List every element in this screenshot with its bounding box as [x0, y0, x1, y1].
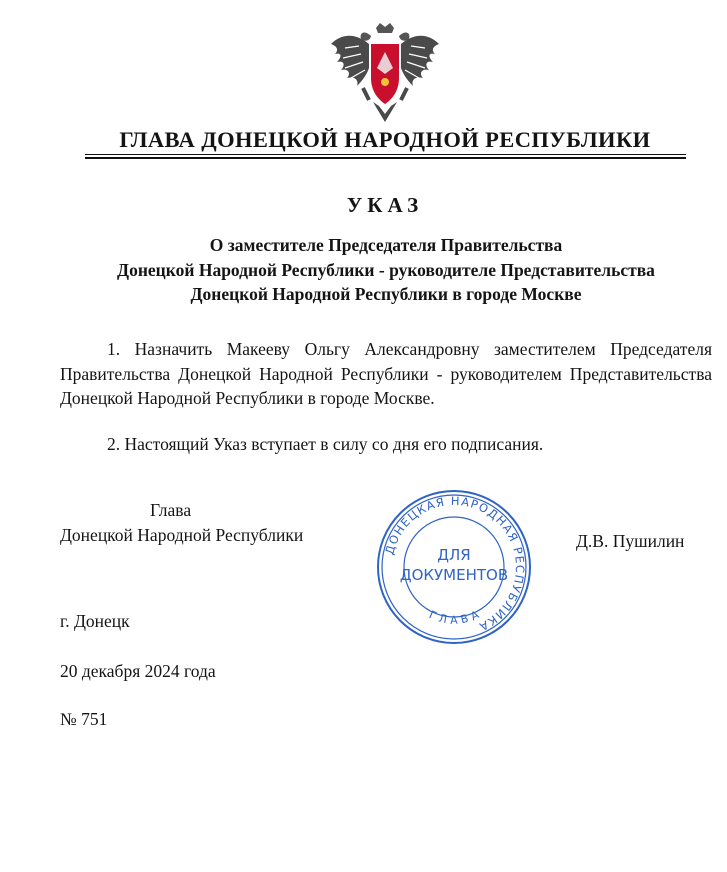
header-divider [85, 154, 686, 159]
decree-subject [60, 233, 712, 307]
signing-date: 20 декабря 2024 года [60, 661, 216, 681]
official-stamp [375, 488, 533, 646]
subject-line: О заместителе Председателя Правительства [209, 235, 563, 255]
svg-text:ГЛАВА [427, 606, 485, 626]
stamp-bottom-text: ГЛАВА [427, 606, 485, 627]
stamp-center-line1: ДЛЯ [437, 546, 471, 564]
stamp-center-line2: ДОКУМЕНТОВ [399, 566, 509, 584]
decree-paragraph-1: 1. Назначить Макееву Ольгу Александровну заместителем Председателя Правительства Донецкой Народной Республики - руководителем Представительства Донецкой Народной Республики в городе Москве. [60, 339, 712, 408]
decree-number: № 751 [60, 709, 108, 729]
issuer-title: ГЛАВА ДОНЕЦКОЙ НАРОДНОЙ РЕСПУБЛИКИ [119, 127, 651, 152]
place-of-signing: г. Донецк [60, 611, 130, 631]
signatory-title: Глава [150, 500, 192, 520]
signatory-title-line2: Донецкой Народной Республики [60, 525, 304, 545]
signatory-name: Д.В. Пушилин [576, 531, 685, 551]
subject-line: Донецкой Народной Республики - руководителе Представительства [117, 259, 655, 280]
document-type: УКАЗ [346, 193, 424, 217]
decree-paragraph-2: 2. Настоящий Указ вступает в силу со дня его подписания. [107, 434, 544, 454]
stamp-ring-text: ДОНЕЦКАЯ НАРОДНАЯ РЕСПУБЛИКА [382, 493, 528, 635]
coat-of-arms-icon [329, 22, 441, 126]
subject-line: Донецкой Народной Республики в городе Москве [190, 284, 582, 304]
